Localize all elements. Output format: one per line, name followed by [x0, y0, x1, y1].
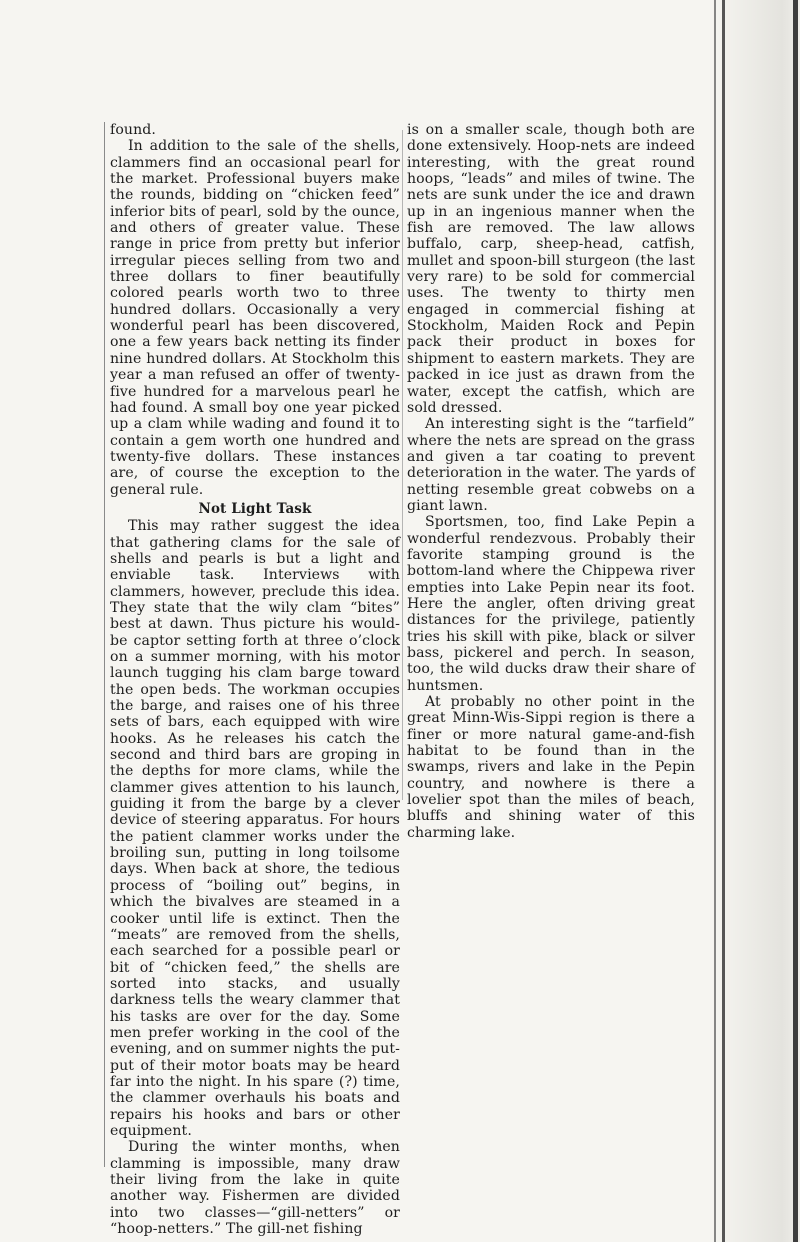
page-binding-edge: [712, 0, 800, 1242]
paragraph: During the winter months, when clamming is impossible, many draw their living from the lake in quite another way. Fishermen are divided into two classes—“gill-netters” or “hoop-netters.” The gill-net fishing: [110, 1139, 400, 1238]
paragraph: is on a smaller scale, though both are done extensively. Hoop-nets are indeed interesting, with the great round hoops, “leads” and miles of twine. The nets are sunk under the ice and drawn up in an ingenious manner when the fish are removed. The law allows buffalo, carp, sheep-head, catfish, mullet and spoon-bill sturgeon (the last very rare) to be sold for commercial uses. The twenty to thirty men engaged in commercial fishing at Stockholm, Maiden Rock and Pepin pack their product in boxes for shipment to eastern markets. They are packed in ice just as drawn from the water, except the catfish, which are sold dressed.: [407, 122, 695, 416]
binding-line: [722, 0, 725, 1242]
paragraph: Sportsmen, too, find Lake Pepin a wonderful rendezvous. Probably their favorite stamping ground is the bottom-land where the Chippewa river empties into Lake Pepin near its foot. Here the angler, often driving great distances for the privilege, patiently tries his skill with pike, black or silver bass, pickerel and perch. In season, too, the wild ducks draw their share of huntsmen.: [407, 514, 695, 694]
section-heading: Not Light Task: [198, 500, 312, 517]
paragraph: An interesting sight is the “tarfield” where the nets are spread on the grass and given a tar coating to prevent deterioration in the water. The yards of netting resemble great cobwebs on a giant lawn.: [407, 416, 695, 514]
paragraph: This may rather suggest the idea that gathering clams for the sale of shells and pearls is but a light and enviable task. Interviews with clammers, however, preclude this idea. They state that the wily clam “bites” best at dawn. Thus picture his would-be captor setting forth at three o’clock on a summer morning, with his motor launch tugging his clam barge toward the open beds. The workman occupies the barge, and raises one of his three sets of bars, each equipped with wire hooks. As he releases his catch the second and third bars are groping in the depths for more clams, while the clammer gives attention to his launch, guiding it from the barge by a clever device of steering apparatus. For hours the patient clammer works under the broiling sun, putting in long toilsome days. When back at shore, the tedious process of “boiling out” begins, in which the bivalves are steamed in a cooker until life is extinct. Then the “meats” are removed from the shells, each searched for a possible pearl or bit of “chicken feed,” the shells are sorted into stacks, and usually darkness tells the weary clammer that his tasks are over for the day. Some men prefer working in the cool of the evening, and on summer nights the put-put of their motor boats may be heard far into the night. In his spare (?) time, the clammer overhauls his boats and repairs his hooks and bars or other equipment.: [110, 518, 400, 1139]
column-rule-left: [104, 122, 105, 1167]
binding-line: [793, 0, 798, 1242]
column-rule-middle: [402, 130, 403, 800]
article-column-left: [110, 122, 400, 1237]
paragraph: At probably no other point in the great Minn-Wis-Sippi region is there a finer or more natural game-and-fish habitat to be found than in the swamps, rivers and lake in the Pepin country, and nowhere is there a lovelier spot than the miles of beach, bluffs and shining water of this charming lake.: [407, 694, 695, 841]
paragraph: In addition to the sale of the shells, clammers find an occasional pearl for the market. Professional buyers make the rounds, bidding on “chicken feed” inferior bits of pearl, sold by the ounce, and others of greater value. These range in price from pretty but inferior irregular pieces selling from two and three dollars to finer beautifully colored pearls worth two to three hundred dollars. Occasionally a very wonderful pearl has been discovered, one a few years back netting its finder nine hundred dollars. At Stockholm this year a man refused an offer of twenty-five hundred for a marvelous pearl he had found. A small boy one year picked up a clam while wading and found it to contain a gem worth one hundred and twenty-five dollars. These instances are, of course the exception to the general rule.: [110, 138, 400, 498]
paragraph: found.: [110, 122, 156, 138]
article-column-right: [407, 122, 695, 841]
binding-line: [714, 0, 716, 1242]
